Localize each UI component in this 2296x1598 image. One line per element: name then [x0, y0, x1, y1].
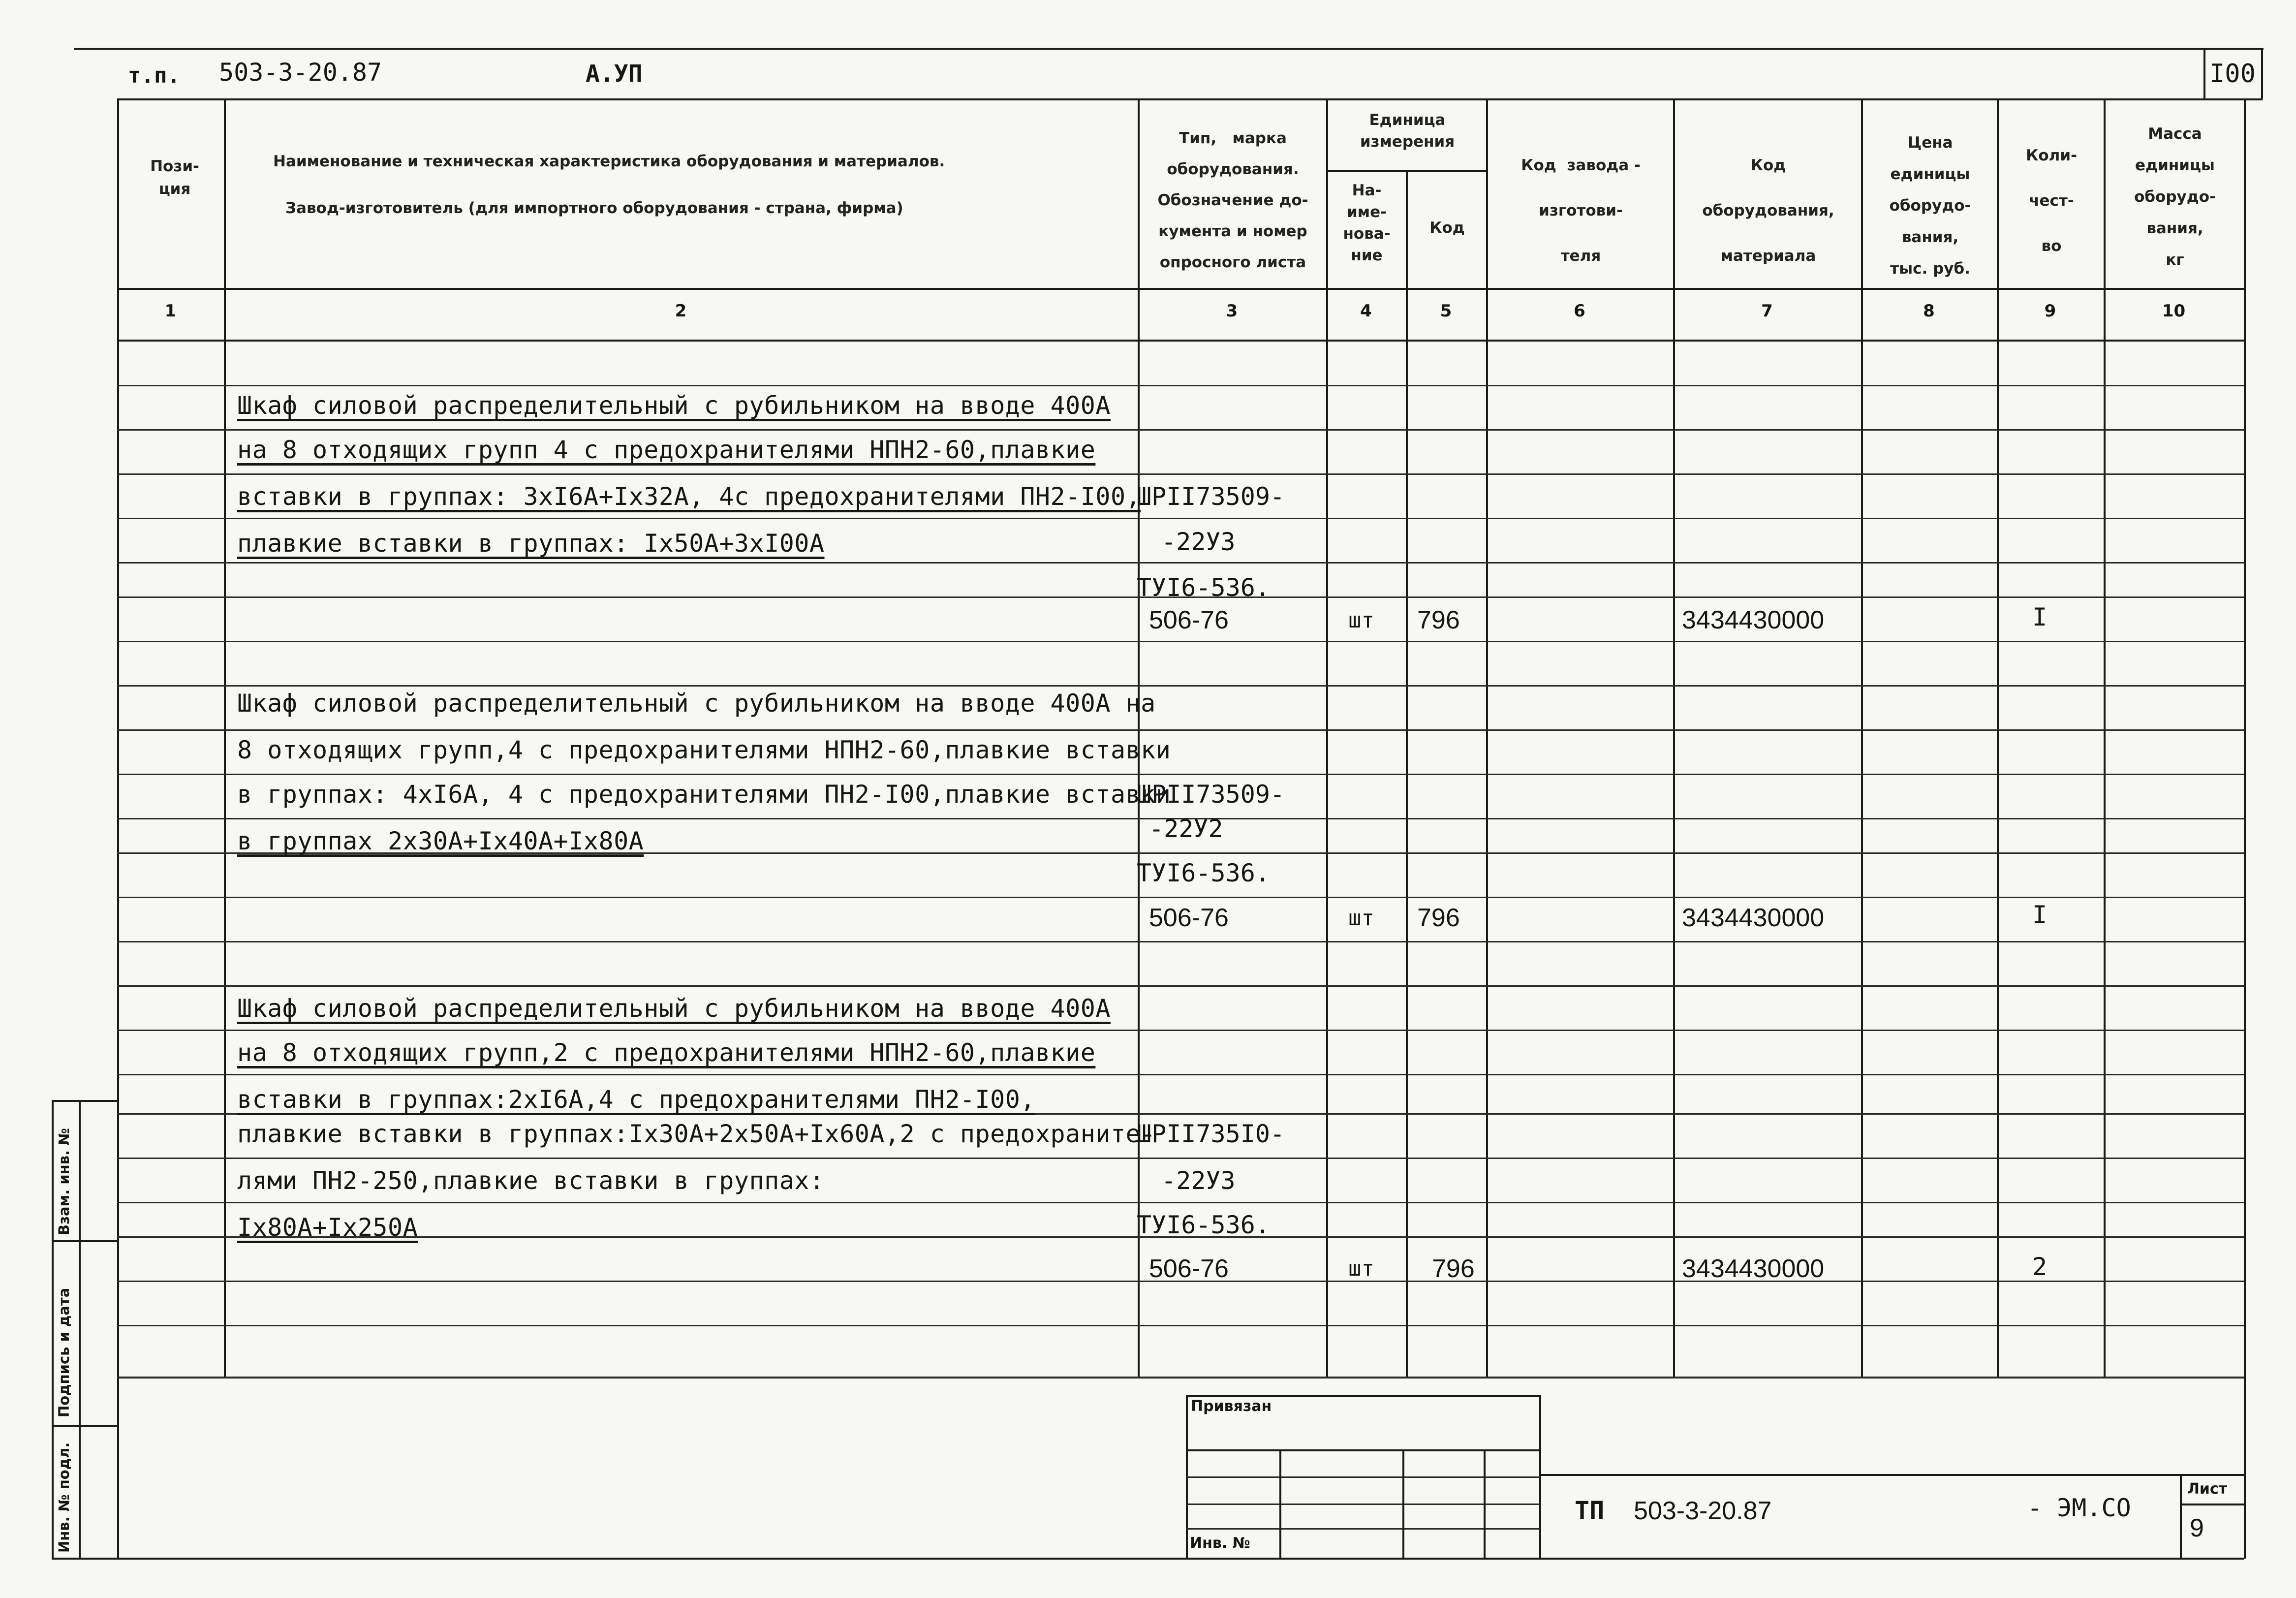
stamp-attached: Привязан — [1191, 1398, 1272, 1415]
item-1-type-1: ШРII73509- — [1137, 482, 1285, 511]
item-3-line-4: плавкие вставки в группах:Iх30А+2х50А+Iх60А,2 с предохраните- — [237, 1120, 1156, 1148]
row-line — [117, 562, 2244, 564]
item-3-type-1: ШРII735I0- — [1137, 1120, 1285, 1148]
col-number-6: 6 — [1574, 301, 1585, 321]
item-3-equipment-code: 3434430000 — [1682, 1254, 1825, 1283]
item-2-type-2: -22У2 — [1149, 815, 1223, 843]
table-left — [117, 98, 119, 1377]
sheet-box-mid — [2180, 1504, 2244, 1505]
header-unit-name: На- име- нова- ние — [1343, 182, 1391, 264]
row-line — [117, 385, 2244, 386]
margin-sign-date: Подпись и дата — [56, 1287, 72, 1417]
title-tp: ТП — [1575, 1496, 1605, 1525]
frame-page-box-bottom — [2203, 98, 2263, 100]
col-line-3 — [1326, 98, 1328, 1377]
header-factory-code: Код завода - изготови- теля — [1521, 157, 1641, 265]
row-line — [117, 429, 2244, 431]
frame-page-box — [2203, 48, 2205, 99]
header-name-line2: Завод-изготовитель (для импортного оборудования - страна, фирма) — [285, 199, 903, 217]
margin-replace-inv: Взам. инв. № — [56, 1128, 72, 1235]
row-line — [117, 941, 2244, 942]
header-equipment-code: Код оборудования, материала — [1702, 157, 1834, 265]
margin-left-edge — [52, 1100, 54, 1558]
item-2-line-4: в группах 2х30А+Iх40А+Iх80А — [237, 827, 644, 855]
row-line — [117, 641, 2244, 642]
row-line — [117, 897, 2244, 898]
stamp-top — [1186, 1395, 1540, 1397]
item-2-line-2: 8 отходящих групп,4 с предохранителями НПН2-60,плавкие вставки — [237, 736, 1171, 764]
margin-bottom — [52, 1558, 118, 1560]
unit-group-line — [1326, 170, 1486, 172]
col-line-1 — [224, 98, 226, 1377]
item-3-line-5: лями ПН2-250,плавкие вставки в группах: — [237, 1166, 825, 1195]
item-2-equipment-code: 3434430000 — [1682, 904, 1825, 932]
item-3-line-1: Шкаф силовой распределительный с рубильником на вводе 400А — [237, 994, 1111, 1023]
sheet-number: 9 — [2190, 1514, 2204, 1542]
item-3-line-2: на 8 отходящих групп,2 с предохранителями НПН2-60,плавкие — [237, 1038, 1096, 1067]
sheet-box-left — [2180, 1474, 2182, 1558]
header-bottom — [117, 288, 2244, 290]
item-2-unit: шт — [1348, 906, 1374, 931]
margin-div-2 — [52, 1425, 118, 1427]
row-line — [117, 1158, 2244, 1159]
header-mass: Масса единицы оборудо- вания, кг — [2134, 125, 2216, 269]
item-3-qty: 2 — [2032, 1253, 2048, 1281]
header-unit-group: Единица измерения — [1360, 111, 1455, 151]
row-line — [117, 1074, 2244, 1075]
stamp-v1 — [1279, 1449, 1281, 1558]
header-unit-code: Код — [1429, 219, 1465, 237]
item-1-equipment-code: 3434430000 — [1682, 606, 1825, 634]
item-1-type-2: -22УЗ — [1161, 528, 1236, 556]
stamp-inv-no: Инв. № — [1190, 1535, 1250, 1552]
col-line-6 — [1673, 98, 1675, 1377]
header-name-line1: Наименование и техническая характеристика оборудования и материалов. — [273, 153, 945, 170]
item-1-line-3: вставки в группах: 3хI6А+Iх32А, 4с предохранителями ПН2-I00, — [237, 482, 1141, 511]
numbers-bottom — [117, 340, 2244, 342]
col-number-10: 10 — [2162, 301, 2186, 321]
row-line — [117, 1030, 2244, 1031]
item-2-line-3: в группах: 4хI6А, 4 с предохранителями ПН2-I00,плавкие вставки — [237, 780, 1171, 809]
row-line — [117, 473, 2244, 475]
item-2-line-1: Шкаф силовой распределительный с рубильником на вводе 400А на — [237, 689, 1156, 718]
frame-top — [74, 48, 2264, 50]
bottom-frame — [117, 1558, 2244, 1560]
stamp-v3 — [1484, 1449, 1486, 1558]
table-right — [2244, 98, 2246, 1377]
item-1-line-1: Шкаф силовой распределительный с рубильником на вводе 400А — [237, 391, 1111, 420]
col-number-2: 2 — [675, 301, 687, 321]
margin-inv-orig: Инв. № подл. — [56, 1442, 72, 1553]
sheet-right — [2244, 1377, 2246, 1559]
row-line — [117, 729, 2244, 731]
col-line-5 — [1486, 98, 1488, 1377]
item-2-type-4: 506-76 — [1149, 904, 1229, 932]
sheet-left — [117, 1377, 119, 1559]
item-3-type-2: -22УЗ — [1161, 1166, 1236, 1195]
stamp-h1 — [1186, 1449, 1540, 1451]
item-3-unit: шт — [1348, 1256, 1374, 1281]
item-1-qty: I — [2032, 603, 2048, 631]
col-number-4: 4 — [1360, 301, 1372, 321]
col-line-9 — [2104, 98, 2106, 1377]
album-label: А.УП — [586, 60, 643, 88]
item-3-unit-code: 796 — [1432, 1254, 1475, 1283]
row-line — [117, 985, 2244, 987]
tp-label: т.п. — [128, 63, 180, 88]
stamp-h3 — [1186, 1504, 1540, 1505]
row-line — [117, 1202, 2244, 1203]
title-doc: 503-3-20.87 — [1634, 1497, 1772, 1525]
item-1-type-4: 506-76 — [1149, 606, 1229, 634]
col-number-3: 3 — [1226, 301, 1238, 321]
col-number-5: 5 — [1440, 301, 1452, 321]
stamp-v2 — [1402, 1449, 1404, 1558]
stamp-h4 — [1186, 1528, 1540, 1530]
item-1-unit-code: 796 — [1417, 606, 1460, 634]
row-line — [117, 1325, 2244, 1326]
row-line — [117, 518, 2244, 519]
row-line — [117, 774, 2244, 775]
col-number-8: 8 — [1923, 301, 1935, 321]
header-position: Пози- ция — [150, 157, 199, 198]
margin-top — [52, 1100, 118, 1102]
item-2-unit-code: 796 — [1417, 904, 1460, 932]
header-type: Тип, марка оборудования. Обозначение до- кумента и номер опросного листа — [1157, 129, 1308, 271]
item-2-type-3: ТУI6-536. — [1137, 859, 1270, 887]
margin-inner-edge — [79, 1100, 81, 1558]
row-line — [117, 685, 2244, 687]
header-price: Цена единицы оборудо- вания, тыс. руб. — [1889, 134, 1971, 278]
col-number-7: 7 — [1761, 301, 1773, 321]
margin-div-1 — [52, 1240, 118, 1242]
frame-right — [2261, 48, 2263, 99]
item-1-line-4: плавкие вставки в группах: Iх50А+3хI00А — [237, 529, 825, 558]
col-line-4 — [1406, 170, 1408, 1377]
col-line-8 — [1997, 98, 1999, 1377]
col-line-7 — [1861, 98, 1863, 1377]
doc-number: 503-3-20.87 — [219, 58, 382, 87]
row-line — [117, 1377, 2244, 1379]
item-3-line-3: вставки в группах:2хI6А,4 с предохранителями ПН2-I00, — [237, 1085, 1035, 1114]
table-top — [117, 98, 2203, 100]
stamp-h2 — [1186, 1476, 1540, 1478]
sheet-label: Лист — [2187, 1480, 2228, 1498]
header-qty: Коли- чест- во — [2026, 147, 2077, 255]
item-3-type-3: ТУI6-536. — [1137, 1211, 1270, 1239]
item-2-type-1: ШРII73509- — [1137, 780, 1285, 809]
item-1-type-3: ТУI6-536. — [1137, 573, 1270, 602]
item-2-qty: I — [2032, 901, 2048, 929]
item-3-line-6: Iх80А+Iх250А — [237, 1213, 418, 1242]
item-1-line-2: на 8 отходящих групп 4 с предохранителями НПН2-60,плавкие — [237, 436, 1096, 464]
title-suffix: - ЭМ.СО — [2027, 1494, 2131, 1522]
item-3-type-4: 506-76 — [1149, 1254, 1229, 1283]
col-number-1: 1 — [164, 301, 177, 321]
item-1-unit: шт — [1348, 608, 1374, 633]
title-block-top — [1539, 1474, 2244, 1476]
col-number-9: 9 — [2044, 301, 2056, 321]
page-number: I00 — [2209, 59, 2256, 89]
